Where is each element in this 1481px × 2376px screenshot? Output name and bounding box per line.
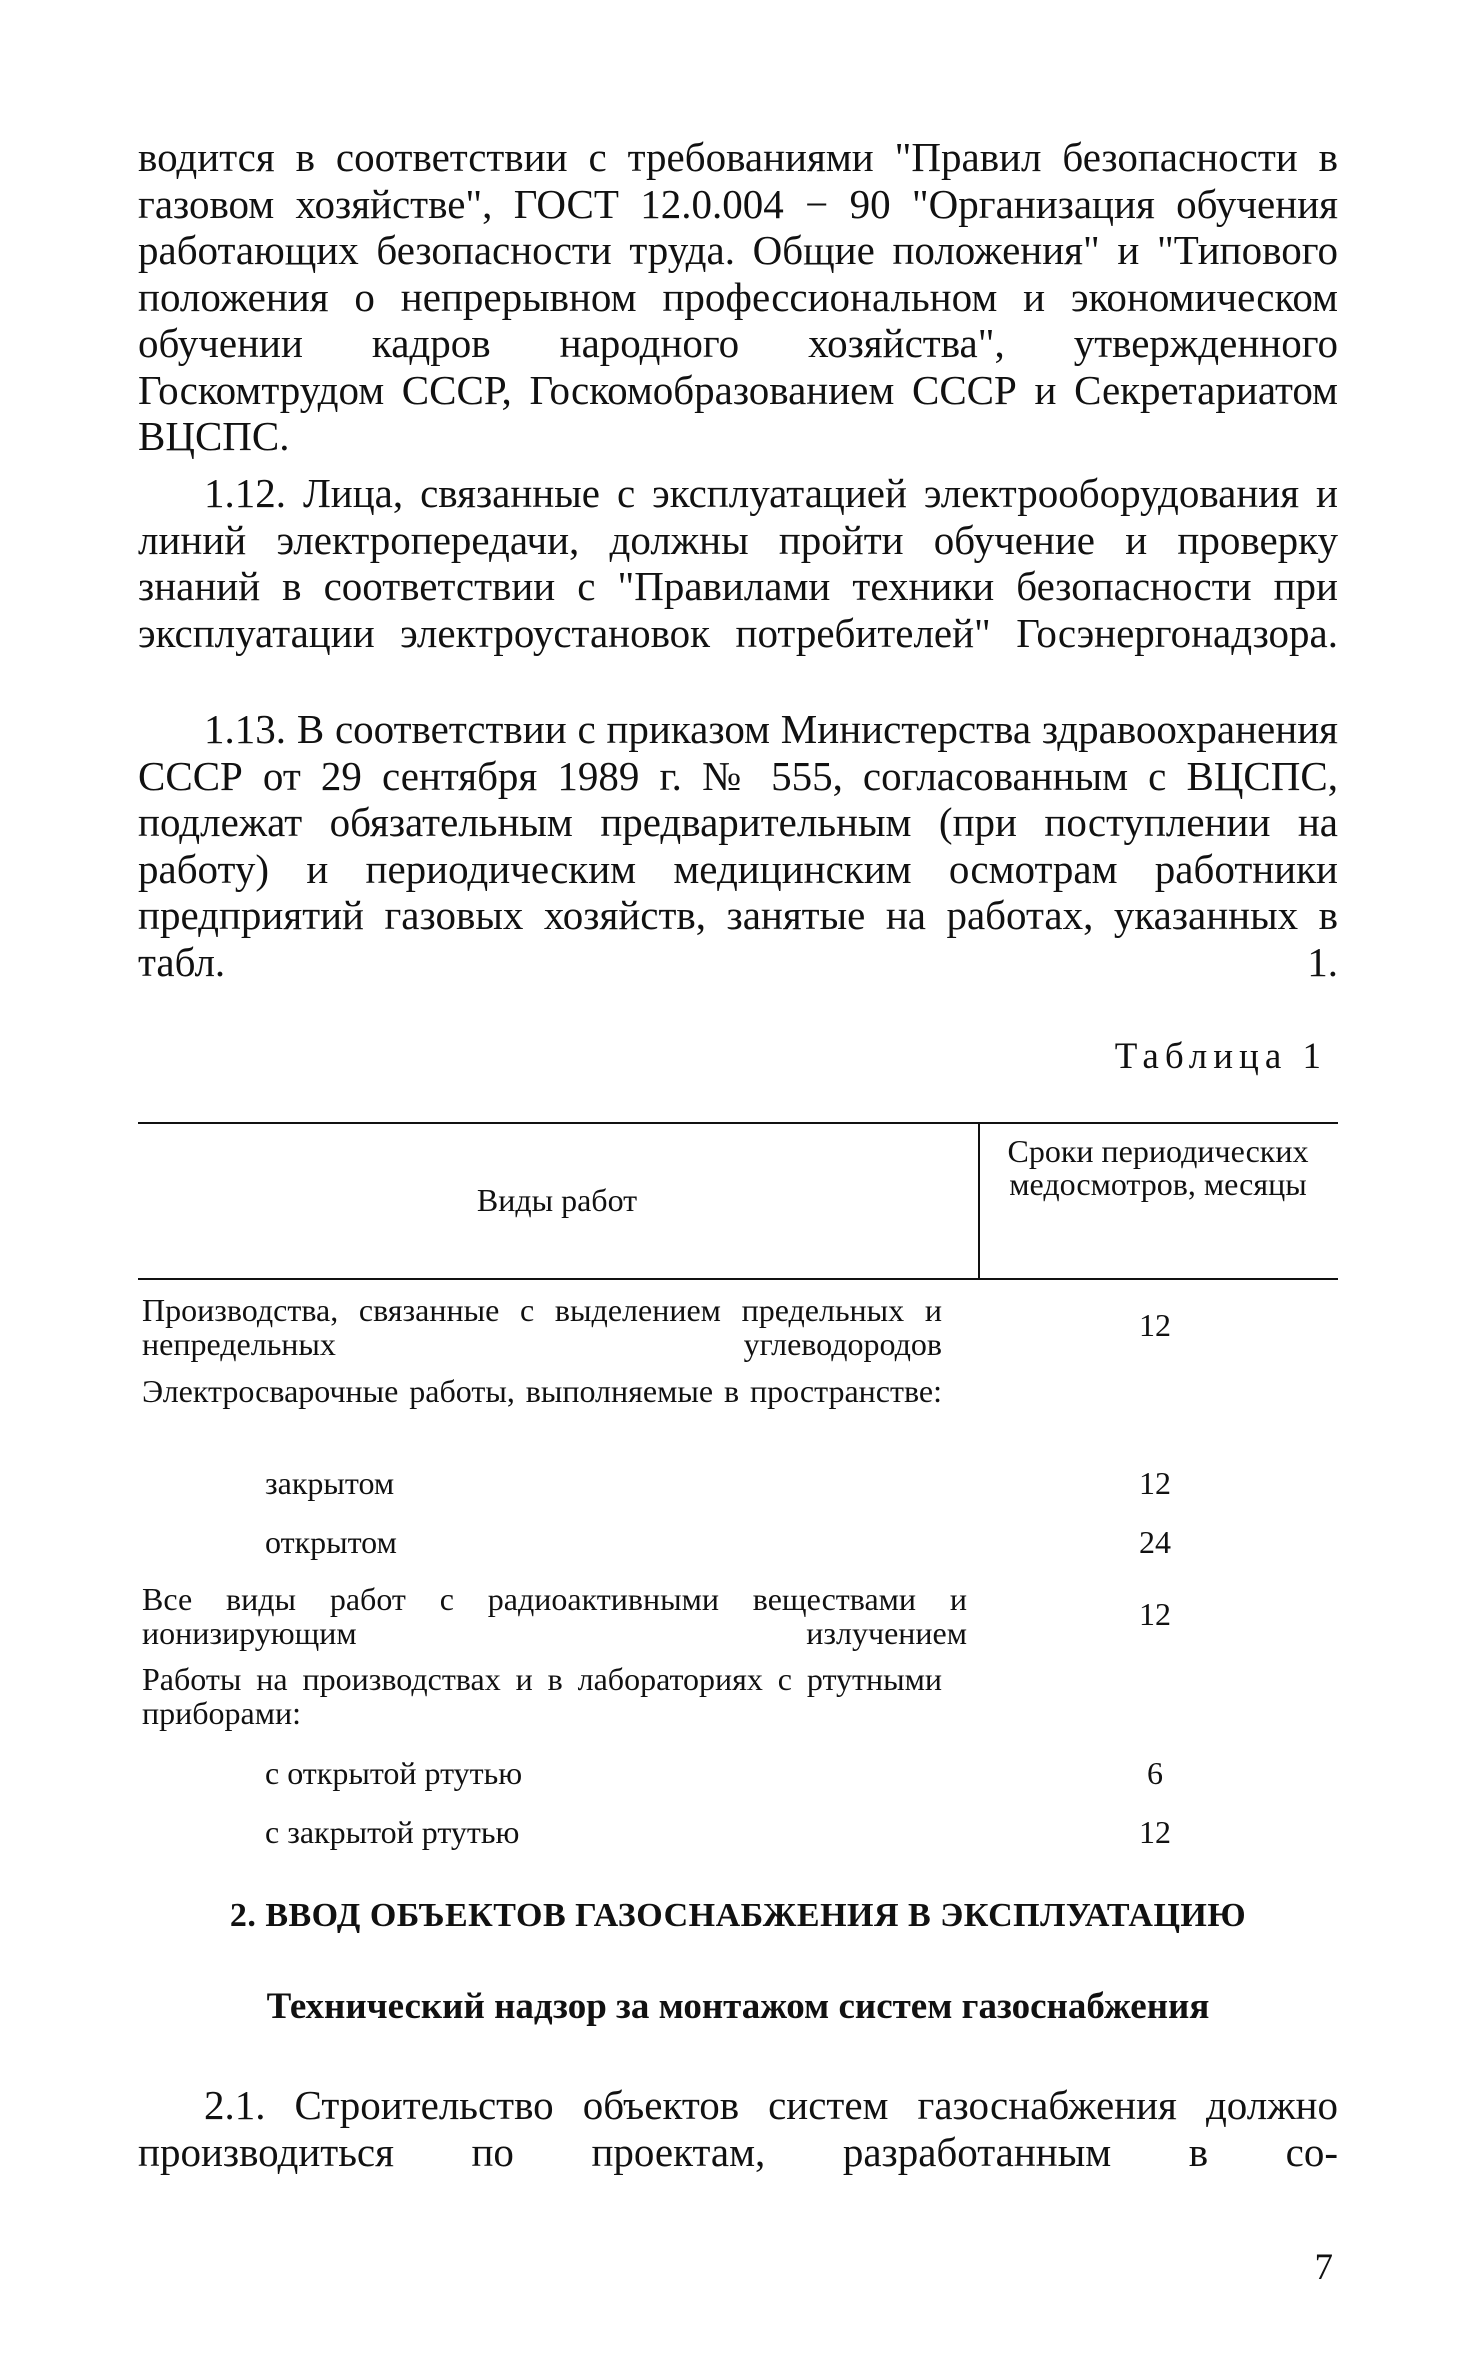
- paragraph-1-12: 1.12. Лица, связанные с эксплуатацией электрооборудования и линий электропередачи, должны пройти обучение и проверку знаний в соответствии с "Правилами техники безопасности при эксплуатации электроустановок потребителей" Госэнергонадзора.: [138, 470, 1338, 656]
- table-row-value: 12: [1139, 1814, 1171, 1850]
- table-row-text: с закрытой ртутью: [265, 1814, 520, 1850]
- page-number: 7: [1314, 2247, 1333, 2288]
- subsection-heading: Технический надзор за монтажом систем газоснабжения: [266, 1986, 1210, 2027]
- table-row-value: 6: [1147, 1755, 1163, 1791]
- section-heading: 2. ВВОД ОБЪЕКТОВ ГАЗОСНАБЖЕНИЯ В ЭКСПЛУАТАЦИЮ: [229, 1897, 1247, 1934]
- table-row-text: с открытой ртутью: [265, 1755, 523, 1791]
- table-row-text: Электросварочные работы, выполняемые в пространстве:: [142, 1373, 942, 1409]
- table-top-rule: [138, 1122, 1338, 1124]
- paragraph-2-1: 2.1. Строительство объектов систем газоснабжения должно производиться по проектам, разработанным в со-: [138, 2082, 1338, 2175]
- table-row-text: закрытом: [265, 1465, 395, 1501]
- column-header-terms: Сроки периодических медосмотров, месяцы: [1007, 1133, 1309, 1202]
- column-header-types: Виды работ: [476, 1182, 638, 1218]
- table-row-text: Все виды работ с радиоактивными веществами и ионизирующим излучением: [142, 1581, 967, 1651]
- paragraph-1-13: 1.13. В соответствии с приказом Министерства здравоохранения СССР от 29 сентября 1989 г. № 555, согласованным с ВЦСПС, подлежат обязательным предварительным (при поступлении на работу) и периодическим медицинским осмотрам работники предприятий газовых хозяйств, занятые на работах, указанных в табл. 1.: [138, 706, 1338, 985]
- table-row-text: Работы на производствах и в лабораториях с ртутными приборами:: [142, 1661, 942, 1731]
- table-row-text: Производства, связанные с выделением предельных и непредельных углеводородов: [142, 1292, 942, 1362]
- table-row-value: 24: [1139, 1524, 1171, 1560]
- table-row-value: 12: [1139, 1596, 1171, 1632]
- table-caption: Таблица 1: [1114, 1036, 1327, 1077]
- table-header-rule: [138, 1278, 1338, 1280]
- table-row-text: открытом: [265, 1524, 397, 1560]
- paragraph-continued: водится в соответствии с требованиями "Правил безопасности в газовом хозяйстве", ГОСТ 12.0.004 − 90 "Организация обучения работающих безопасности труда. Общие положения" и "Типового положения о непрерывном профессиональном и экономическом обучении кадров народного хозяйства", утвержденного Госкомтрудом СССР, Госкомобразованием СССР и Секретариатом ВЦСПС.: [138, 134, 1338, 459]
- table-row-value: 12: [1139, 1307, 1171, 1343]
- table-row-value: 12: [1139, 1465, 1171, 1501]
